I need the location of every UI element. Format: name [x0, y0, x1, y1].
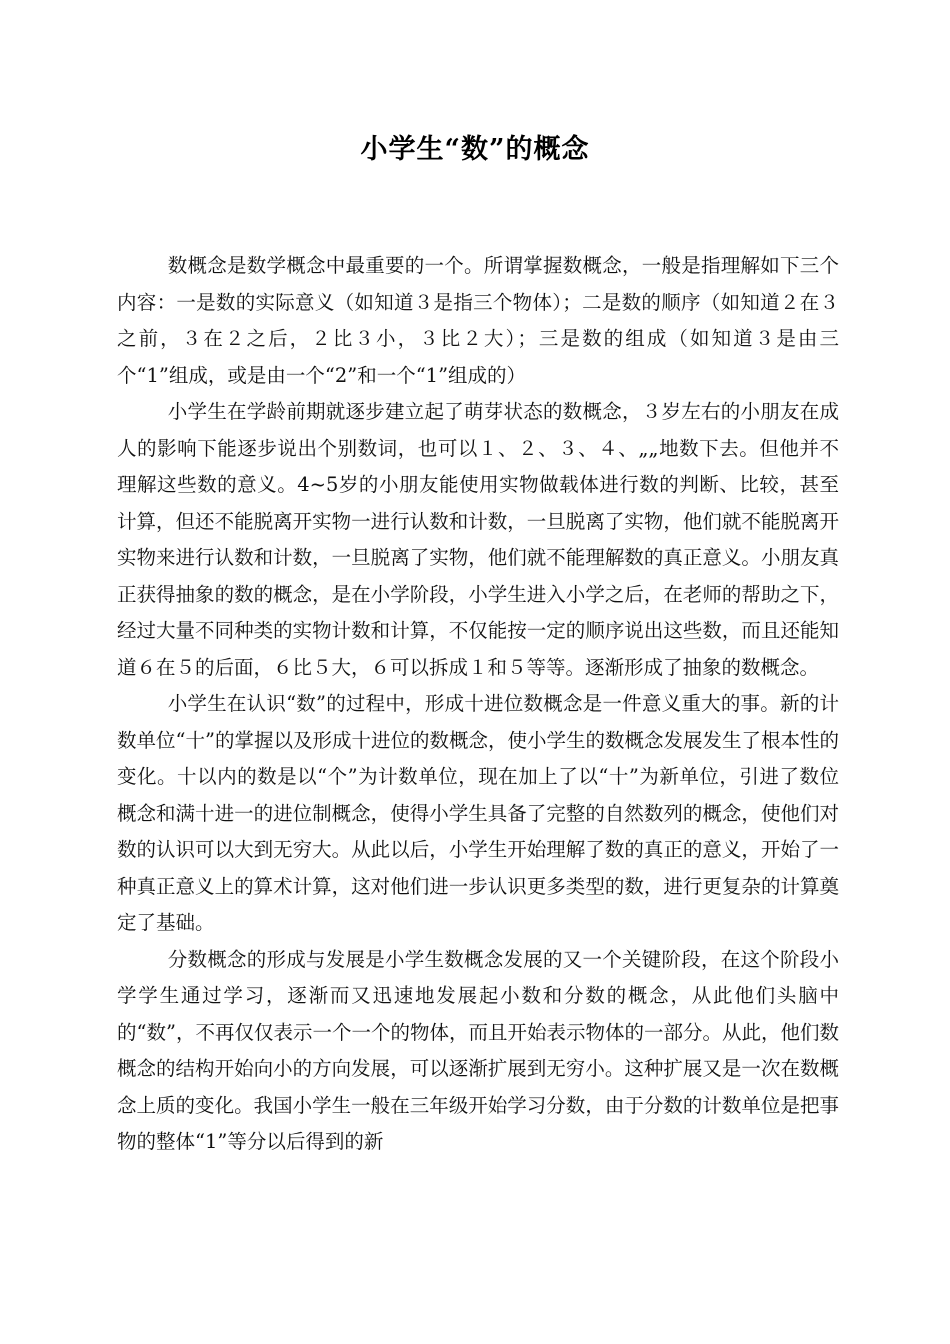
- paragraph-3: 小学生在认识“数”的过程中，形成十进位数概念是一件意义重大的事。新的计数单位“十”的掌握以及形成十进位的数概念，使小学生的数概念发展发生了根本性的变化。十以内的数是以“个”为计数单位，现在加上了以“十”为新单位，引进了数位概念和满十进一的进位制概念，使得小学生具备了完整的自然数列的概念，使他们对数的认识可以大到无穷大。从此以后，小学生开始理解了数的真正的意义，开始了一种真正意义上的算术计算，这对他们进一步认识更多类型的数，进行更复杂的计算奠定了基础。: [117, 692, 839, 934]
- paragraph-2: 小学生在学龄前期就逐步建立起了萌芽状态的数概念，３岁左右的小朋友在成人的影响下能逐步说出个别数词，也可以１、２、３、４、„„地数下去。但他并不理解这些数的意义。4~5岁的小朋友能使用实物做载体进行数的判断、比较，甚至计算，但还不能脱离开实物一进行认数和计数，一旦脱离了实物，他们就不能脱离开实物来进行认数和计数，一旦脱离了实物，他们就不能理解数的真正意义。小朋友真正获得抽象的数的概念，是在小学阶段，小学生进入小学之后，在老师的帮助之下，经过大量不同种类的实物计数和计算，不仅能按一定的顺序说出这些数，而且还能知道６在５的后面，６比５大，６可以拆成１和５等等。逐渐形成了抽象的数概念。: [117, 400, 839, 679]
- paragraph-1: 数概念是数学概念中最重要的一个。所谓掌握数概念，一般是指理解如下三个内容：一是数的实际意义（如知道３是指三个物体）；二是数的顺序（如知道２在３之前，３在２之后，２比３小，３比２大）；三是数的组成（如知道３是由三个“1”组成，或是由一个“2”和一个“1”组成的）: [117, 254, 839, 387]
- document-title: 小学生“数”的概念: [360, 134, 590, 165]
- document-body: [117, 248, 839, 1161]
- paragraph-4: 分数概念的形成与发展是小学生数概念发展的又一个关键阶段，在这个阶段小学学生通过学习，逐渐而又迅速地发展起小数和分数的概念，从此他们头脑中的“数”，不再仅仅表示一个一个的物体，而且开始表示物体的一部分。从此，他们数概念的结构开始向小的方向发展，可以逐渐扩展到无穷小。这种扩展又是一次在数概念上质的变化。我国小学生一般在三年级开始学习分数，由于分数的计数单位是把事物的整体“1”等分以后得到的新: [117, 947, 839, 1153]
